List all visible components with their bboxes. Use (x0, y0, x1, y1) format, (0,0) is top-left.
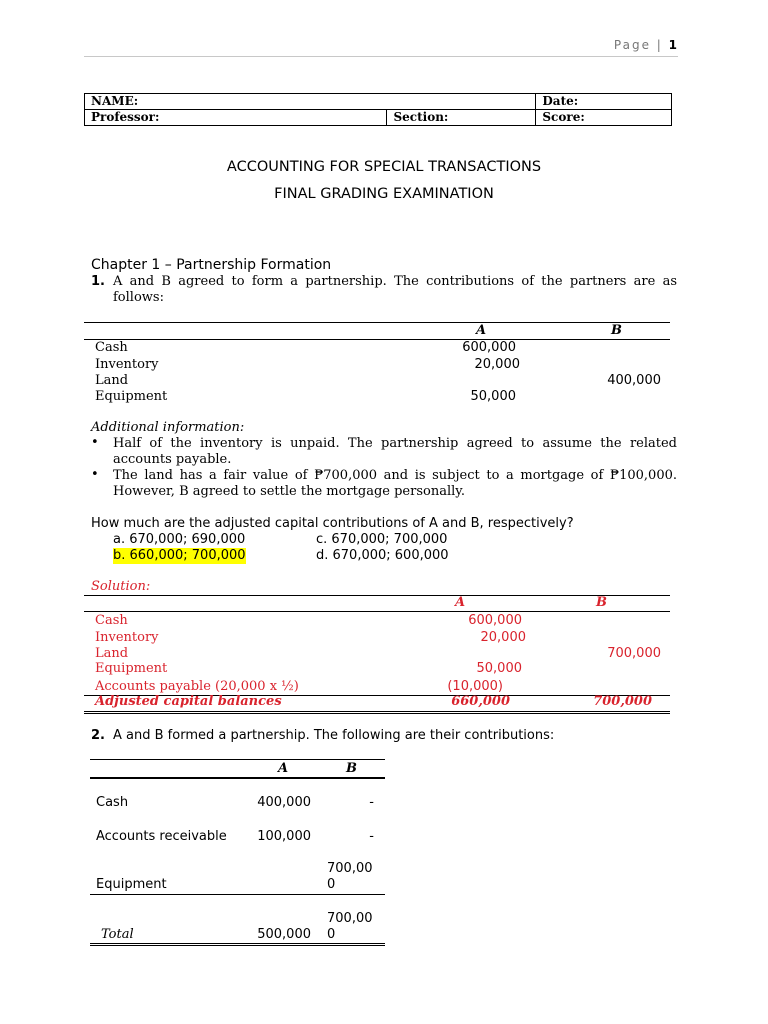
q2-row-a: 100,000 (257, 829, 311, 844)
q1-col-a-header: A (476, 323, 487, 338)
q2-row-b: - (369, 795, 374, 810)
section-field[interactable]: Section: (387, 110, 536, 126)
q1-row-label: Equipment (95, 389, 168, 404)
q1-question: How much are the adjusted capital contributions of A and B, respectively? (91, 516, 574, 531)
choice-c[interactable]: c. 670,000; 700,000 (316, 532, 448, 547)
solution-total-label: Adjusted capital balances (95, 694, 282, 709)
additional-info-item: The land has a fair value of ₱700,000 and is subject to a mortgage of ₱100,000. However, B agreed to settle the mortgage personally. (113, 468, 677, 499)
additional-info-label: Additional information: (91, 420, 245, 435)
solution-row-label: Cash (95, 613, 128, 628)
exam-subtitle: FINAL GRADING EXAMINATION (274, 186, 494, 202)
q1-row-label: Land (95, 373, 129, 388)
q2-table-total-rule (90, 894, 385, 895)
solution-double-rule-2 (84, 713, 670, 714)
q1-row-a: 50,000 (470, 389, 516, 404)
solution-row-a: 50,000 (476, 661, 522, 676)
q2-row-label: Accounts receivable (96, 829, 227, 844)
professor-field[interactable]: Professor: (85, 110, 387, 126)
q2-row-a: 400,000 (257, 795, 311, 810)
q2-row-label: Cash (96, 795, 129, 810)
q2-text: A and B formed a partnership. The following are their contributions: (113, 728, 555, 743)
q1-row-a: 600,000 (462, 340, 516, 355)
solution-row-label: Accounts payable (20,000 x ½) (95, 679, 299, 694)
solution-row-label: Inventory (95, 630, 159, 645)
q1-row-a: 20,000 (474, 357, 520, 372)
solution-total-a: 660,000 (451, 694, 510, 709)
q1-row-b: 400,000 (607, 373, 661, 388)
q1-col-b-header: B (611, 323, 622, 338)
q2-double-rule-1 (90, 943, 385, 944)
q2-row-b: - (369, 829, 374, 844)
choice-b-highlighted[interactable]: b. 660,000; 700,000 (113, 548, 246, 563)
additional-info-item: Half of the inventory is unpaid. The partnership agreed to assume the related accounts payable. (113, 436, 677, 467)
solution-header-rule (84, 611, 670, 612)
date-field[interactable]: Date: (536, 94, 672, 110)
solution-col-b-header: B (596, 595, 607, 610)
solution-row-a: (10,000) (447, 679, 503, 694)
solution-row-a: 600,000 (468, 613, 522, 628)
q2-col-a-header: A (278, 761, 289, 776)
solution-row-a: 20,000 (480, 630, 526, 645)
q2-total-b-line1: 700,00 (327, 911, 373, 926)
bullet-icon: • (91, 435, 99, 450)
q2-row-label: Equipment (96, 877, 167, 892)
q1-table-header-rule (84, 339, 670, 340)
q2-total-a: 500,000 (257, 927, 311, 942)
q2-total-label: Total (101, 927, 134, 942)
q2-double-rule-2 (90, 945, 385, 946)
solution-top-rule (84, 595, 670, 596)
solution-label: Solution: (91, 579, 151, 594)
q2-number: 2. (91, 728, 105, 743)
score-field[interactable]: Score: (536, 110, 672, 126)
q2-col-b-header: B (346, 761, 357, 776)
q1-table-top-rule (84, 322, 670, 323)
choice-d[interactable]: d. 670,000; 600,000 (316, 548, 449, 563)
exam-title: ACCOUNTING FOR SPECIAL TRANSACTIONS (226, 159, 542, 175)
q2-row-b-line2: 0 (327, 877, 336, 892)
solution-row-label: Land (95, 646, 129, 661)
q1-text: A and B agreed to form a partnership. The contributions of the partners are as follows: (113, 274, 677, 305)
page-number: Page | 1 (613, 38, 677, 52)
q2-row-b-line1: 700,00 (327, 861, 373, 876)
solution-col-a-header: A (455, 595, 466, 610)
solution-row-label: Equipment (95, 661, 168, 676)
header-divider (84, 56, 678, 57)
q1-row-label: Inventory (95, 357, 159, 372)
solution-row-b: 700,000 (607, 646, 661, 661)
student-info-table (84, 93, 672, 126)
chapter-heading: Chapter 1 – Partnership Formation (91, 257, 332, 273)
q2-table-top-rule (90, 759, 385, 760)
solution-double-rule-1 (84, 711, 670, 712)
q2-table-header-rule (90, 777, 385, 779)
q1-number: 1. (91, 274, 105, 289)
solution-total-b: 700,000 (593, 694, 652, 709)
bullet-icon: • (91, 467, 99, 482)
q1-row-label: Cash (95, 340, 128, 355)
q2-total-b-line2: 0 (327, 927, 336, 942)
name-field[interactable]: NAME: (85, 94, 536, 110)
choice-a[interactable]: a. 670,000; 690,000 (113, 532, 246, 547)
